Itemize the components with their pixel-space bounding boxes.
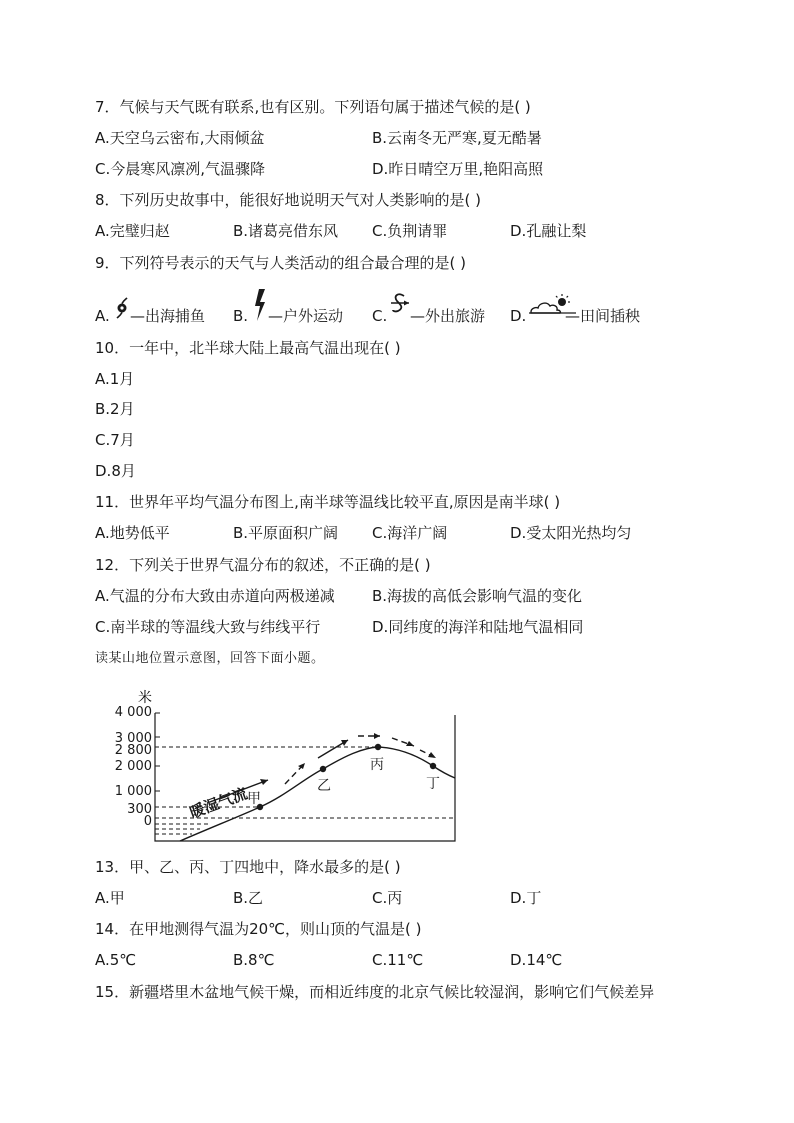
- q7-option-b[interactable]: B.云南冬无严寒,夏无酷暑: [372, 129, 542, 147]
- place-label-ding: 丁: [426, 776, 440, 792]
- question-9-stem: 9．下列符号表示的天气与人类活动的组合最合理的是( ): [95, 254, 467, 272]
- tick-label: 300: [127, 802, 152, 817]
- question-12-stem: 12．下列关于世界气温分布的叙述，不正确的是( ): [95, 556, 431, 574]
- q7-option-d[interactable]: D.昨日晴空万里,艳阳高照: [372, 160, 544, 178]
- q14-option-c[interactable]: C.11℃: [372, 951, 424, 969]
- tick-label: 2 000: [114, 759, 152, 774]
- q10-option-b[interactable]: B.2月: [95, 400, 135, 418]
- question-7-stem: 7．气候与天气既有联系,也有区别。下列语句属于描述气候的是( ): [95, 98, 531, 116]
- question-8-stem: 8．下列历史故事中，能很好地说明天气对人类影响的是( ): [95, 191, 482, 209]
- q11-option-c[interactable]: C.海洋广阔: [372, 524, 448, 542]
- q11-option-a[interactable]: A.地势低平: [95, 524, 170, 542]
- tick-label: 2 800: [114, 743, 152, 758]
- question-11-stem: 11．世界年平均气温分布图上,南半球等温线比较平直,原因是南半球( ): [95, 493, 561, 511]
- place-label-jia: 甲: [247, 791, 261, 807]
- sandstorm-icon: [390, 290, 410, 322]
- q7-option-a[interactable]: A.天空乌云密布,大雨倾盆: [95, 129, 265, 147]
- question-15-stem: 15．新疆塔里木盆地气候干燥，而相近纬度的北京气候比较湿润，影响它们气候差异: [95, 983, 655, 1001]
- q13-option-b[interactable]: B.乙: [233, 889, 264, 907]
- typhoon-icon: [114, 296, 130, 324]
- mountain-diagram: [100, 678, 465, 848]
- q8-option-d[interactable]: D.孔融让梨: [510, 222, 587, 240]
- question-13-stem: 13．甲、乙、丙、丁四地中，降水最多的是( ): [95, 858, 401, 876]
- q12-option-c[interactable]: C.南半球的等温线大致与纬线平行: [95, 618, 321, 636]
- tick-label: 1 000: [114, 784, 152, 799]
- q13-option-c[interactable]: C.丙: [372, 889, 403, 907]
- q8-option-b[interactable]: B.诸葛亮借东风: [233, 222, 339, 240]
- place-label-bing: 丙: [370, 757, 384, 773]
- tick-label: 0: [143, 814, 152, 829]
- q12-option-d[interactable]: D.同纬度的海洋和陆地气温相同: [372, 618, 584, 636]
- lightning-icon: [252, 288, 268, 322]
- q12-option-b[interactable]: B.海拔的高低会影响气温的变化: [372, 587, 583, 605]
- diagram-intro: 读某山地位置示意图，回答下面小题。: [95, 651, 325, 666]
- q8-option-a[interactable]: A.完璧归赵: [95, 222, 170, 240]
- unit-label: 米: [138, 690, 152, 706]
- q8-option-c[interactable]: C.负荆请罪: [372, 222, 448, 240]
- q11-option-d[interactable]: D.受太阳光热均匀: [510, 524, 632, 542]
- q7-option-c[interactable]: C.今晨寒风凛冽,气温骤降: [95, 160, 266, 178]
- q14-option-b[interactable]: B.8℃: [233, 951, 275, 969]
- place-label-yi: 乙: [317, 778, 331, 794]
- q12-option-a[interactable]: A.气温的分布大致由赤道向两极递减: [95, 587, 335, 605]
- q10-option-d[interactable]: D.8月: [95, 462, 136, 480]
- q10-option-c[interactable]: C.7月: [95, 431, 135, 449]
- tick-label: 4 000: [114, 705, 152, 720]
- q11-option-b[interactable]: B.平原面积广阔: [233, 524, 339, 542]
- q14-option-a[interactable]: A.5℃: [95, 951, 137, 969]
- tick-label: 3 000: [114, 731, 152, 746]
- question-14-stem: 14．在甲地测得气温为20℃，则山顶的气温是( ): [95, 920, 422, 938]
- q13-option-a[interactable]: A.甲: [95, 889, 125, 907]
- question-10-stem: 10．一年中，北半球大陆上最高气温出现在( ): [95, 339, 401, 357]
- q13-option-d[interactable]: D.丁: [510, 889, 542, 907]
- airflow-label: 暖湿气流: [187, 784, 250, 822]
- q14-option-d[interactable]: D.14℃: [510, 951, 563, 969]
- q10-option-a[interactable]: A.1月: [95, 370, 135, 388]
